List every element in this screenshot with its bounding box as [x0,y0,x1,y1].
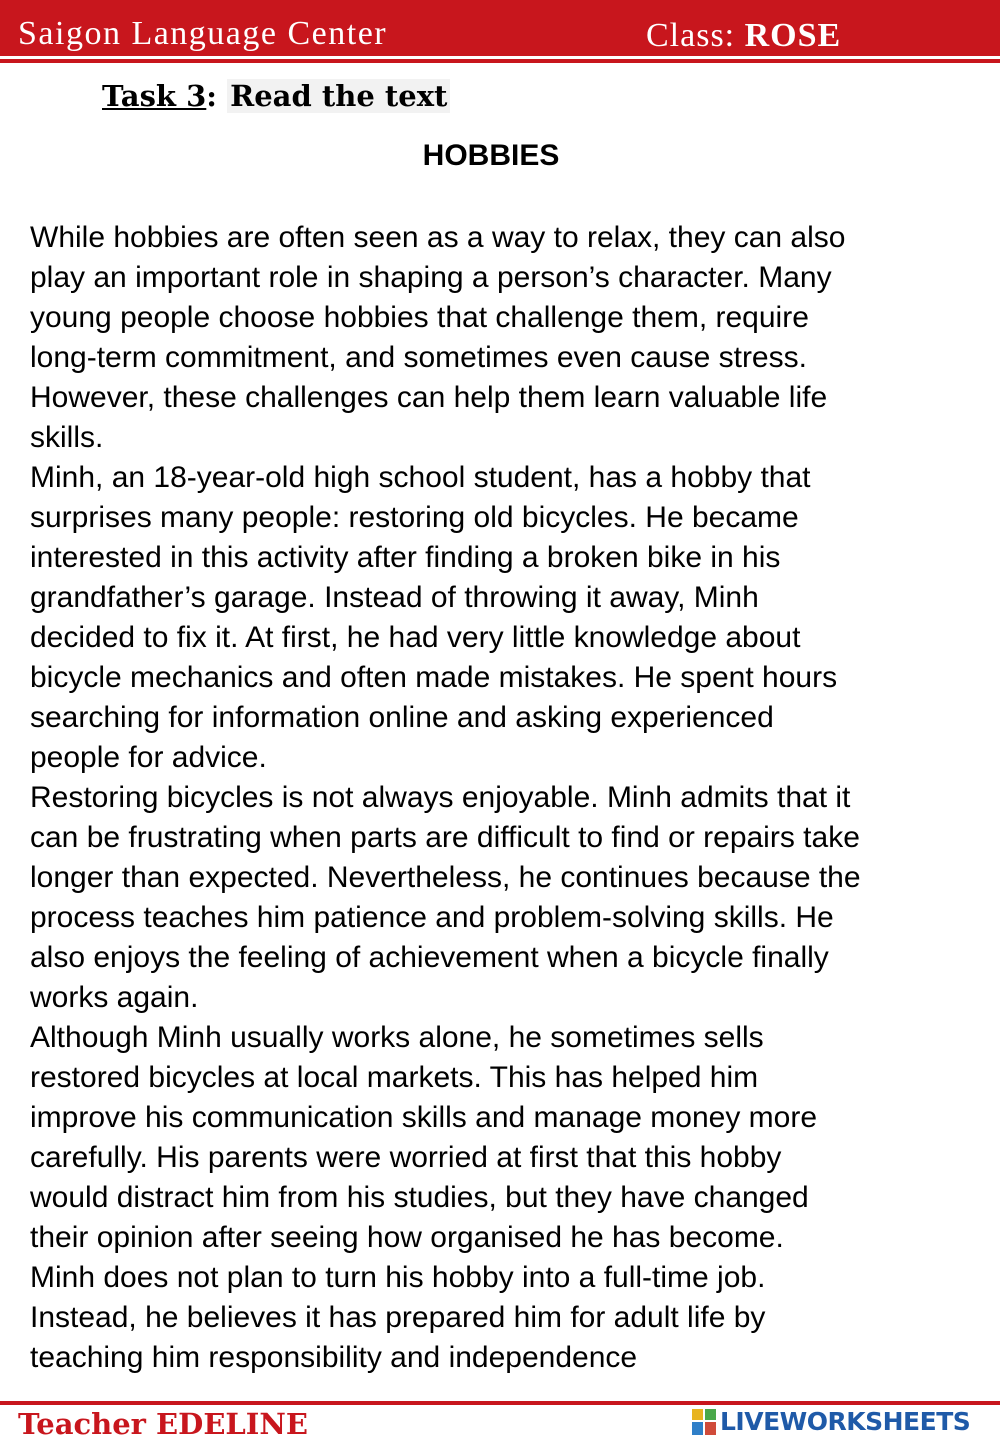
document-title: HOBBIES [422,139,560,172]
class-info [646,16,841,56]
passage-line: longer than expected. Nevertheless, he continues because the [30,861,861,894]
passage-line: interested in this activity after finding a broken bike in his [30,541,781,574]
task-title: Read the text [227,79,450,113]
passage-line: decided to fix it. At first, he had very little knowledge about [30,621,801,654]
header-divider [0,59,1000,63]
passage-line: skills. [30,421,104,454]
passage-line: Minh, an 18-year-old high school student, has a hobby that [30,461,811,494]
passage-line: their opinion after seeing how organised he has become. [30,1221,784,1254]
passage-line: surprises many people: restoring old bicycles. He became [30,501,799,534]
passage-line: teaching him responsibility and independence [30,1341,638,1374]
passage-line: play an important role in shaping a person’s character. Many [30,261,832,294]
brand-name: LIVEWORKSHEETS [720,1407,971,1436]
brand-logo [692,1404,970,1440]
passage-line: process teaches him patience and problem-solving skills. He [30,901,834,934]
passage-line: long-term commitment, and sometimes even cause stress. [30,341,807,374]
passage-line: grandfather’s garage. Instead of throwing it away, Minh [30,581,759,614]
passage-line: young people choose hobbies that challenge them, require [30,301,809,334]
passage-line: bicycle mechanics and often made mistakes. He spent hours [30,661,838,694]
center-name: Saigon Language Center [18,15,388,52]
passage-line: Minh does not plan to turn his hobby into a full-time job. [30,1261,766,1294]
teacher-name: Teacher EDELINE [18,1407,308,1441]
passage-line: Although Minh usually works alone, he sometimes sells [30,1021,764,1054]
passage-line: can be frustrating when parts are difficult to find or repairs take [30,821,860,854]
passage-line: works again. [30,981,199,1014]
passage-line: also enjoys the feeling of achievement when a bicycle finally [30,941,829,974]
class-name: ROSE [744,17,842,54]
passage-line: While hobbies are often seen as a way to relax, they can also [30,221,846,254]
passage-line: carefully. His parents were worried at first that this hobby [30,1141,782,1174]
passage-line: would distract him from his studies, but they have changed [30,1181,809,1214]
passage-line: However, these challenges can help them learn valuable life [30,381,828,414]
liveworksheets-logo-icon [692,1409,716,1435]
class-label: Class: [646,17,736,54]
passage-line: Restoring bicycles is not always enjoyable. Minh admits that it [30,781,851,814]
task-separator: : [206,79,218,113]
passage-line: people for advice. [30,741,267,774]
passage-line: searching for information online and asking experienced [30,701,774,734]
task-number: Task 3 [102,79,207,113]
reading-passage [30,218,965,1378]
passage-line: Instead, he believes it has prepared him for adult life by [30,1301,766,1334]
passage-line: restored bicycles at local markets. This has helped him [30,1061,759,1094]
task-heading [102,78,450,114]
passage-line: improve his communication skills and manage money more [30,1101,818,1134]
